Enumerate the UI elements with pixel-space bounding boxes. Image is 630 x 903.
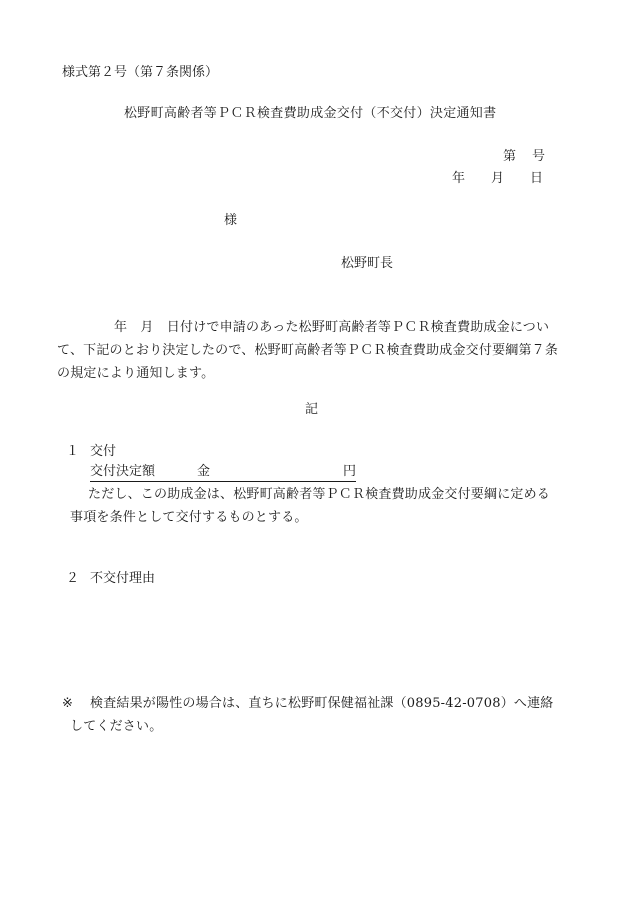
amount-line [90, 465, 356, 485]
amount-label: 交付決定額 [90, 464, 156, 479]
yen-label: 円 [343, 464, 357, 479]
date-day: 日 [530, 171, 544, 186]
form-label: 様式第２号（第７条関係） [62, 65, 219, 80]
body-text: 年 月 日付けで申請のあった松野町高齢者等ＰＣＲ検査費助成金について、下記のとおり決定したので、松野町高齢者等ＰＣＲ検査費助成金交付要綱第７条の規定により通知します。 [57, 320, 559, 381]
section2-heading: 不交付理由 [90, 571, 156, 586]
document-title: 松野町高齢者等ＰＣＲ検査費助成金交付（不交付）決定通知書 [124, 106, 497, 121]
body-paragraph [57, 316, 561, 385]
footnote-text: 検査結果が陽性の場合は、直ちに松野町保健福祉課（0895-42-0708）へ連絡してください。 [70, 696, 554, 734]
section1-number: １ [66, 444, 80, 459]
date-year: 年 [452, 171, 466, 186]
ki-heading: 記 [305, 402, 319, 417]
doc-number-gou: 号 [532, 149, 546, 164]
section1-heading: 交付 [90, 444, 117, 459]
date-month: 月 [491, 171, 505, 186]
footnote-mark: ※ [62, 696, 73, 711]
section1-note: ただし、この助成金は、松野町高齢者等ＰＣＲ検査費助成金交付要綱に定める事項を条件として交付するものとする。 [70, 487, 551, 525]
section2-number: ２ [66, 571, 80, 586]
doc-number-dai: 第 [503, 149, 517, 164]
kin-label: 金 [197, 464, 211, 479]
addressee-suffix: 様 [224, 213, 238, 228]
amount-underline [90, 465, 356, 482]
issuer-name: 松野町長 [341, 256, 394, 271]
